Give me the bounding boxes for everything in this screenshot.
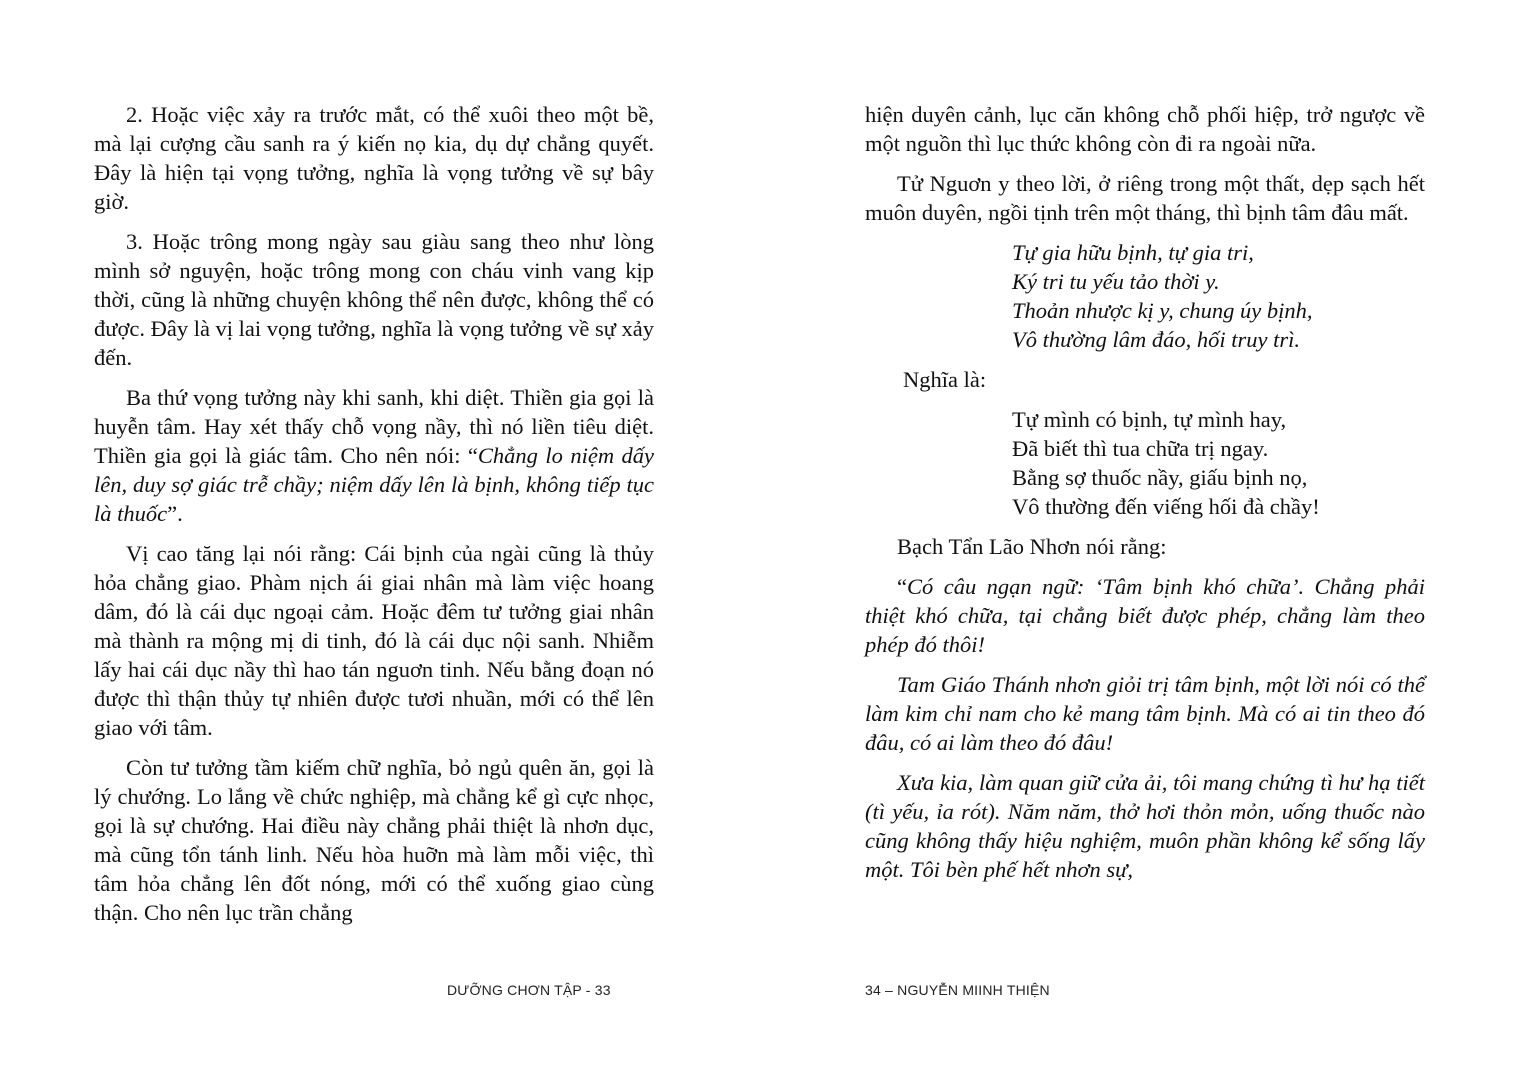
- left-paragraph-3-text: Ba thứ vọng tưởng này khi sanh, khi diệt. Thiền gia gọi là huyễn tâm. Hay xét thấy chỗ vọng nầy, thì nó liền tiêu diệt. Thiền gia gọi là giác tâm. Cho nên nói: “: [94, 385, 654, 468]
- right-paragraph-2: Tử Nguơn y theo lời, ở riêng trong một thất, dẹp sạch hết muôn duyên, ngồi tịnh trên một tháng, thì bịnh tâm đâu mất.: [865, 171, 1425, 225]
- poem-original: [1012, 238, 1425, 354]
- poem-translation-line: Bằng sợ thuốc nầy, giấu bịnh nọ,: [1012, 465, 1308, 490]
- poem-translation-line: Đã biết thì tua chữa trị ngay.: [1012, 436, 1269, 461]
- poem-original-line: Tự gia hữu bịnh, tự gia tri,: [1012, 240, 1254, 265]
- left-paragraph-3-end: ”.: [167, 501, 183, 526]
- right-paragraph-4-open-quote: “: [897, 574, 907, 599]
- left-paragraph-5: Còn tư tưởng tầm kiếm chữ nghĩa, bỏ ngủ quên ăn, gọi là lý chướng. Lo lắng về chức nghiệp, mà chẳng kể gì cực nhọc, gọi là sự chướng. Hai điều này chẳng phải thiệt là nhơn dục, mà cũng tổn tánh linh. Nếu hòa huỡn mà làm mỗi việc, thì tâm hỏa chẳng lên đốt nóng, mới có thể xuống giao cùng thận. Cho nên lục trần chẳng: [94, 755, 654, 925]
- poem-original-line: Thoản nhược kị y, chung úy bịnh,: [1012, 298, 1313, 323]
- right-paragraph-5: Tam Giáo Thánh nhơn giỏi trị tâm bịnh, một lời nói có thể làm kim chỉ nam cho kẻ mang tâm bịnh. Mà có ai tin theo đó đâu, có ai làm theo đó đâu!: [865, 672, 1425, 755]
- right-paragraph-1: hiện duyên cảnh, lục căn không chỗ phối hiệp, trở ngược về một nguồn thì lục thức không còn đi ra ngoài nữa.: [865, 102, 1425, 156]
- left-paragraph-2: 3. Hoặc trông mong ngày sau giàu sang theo như lòng mình sở nguyện, hoặc trông mong con cháu vinh vang kịp thời, cũng là những chuyện không thể nên được, không thể có được. Đây là vị lai vọng tưởng, nghĩa là vọng tưởng về sự xảy đến.: [94, 229, 655, 370]
- poem-original-line: Ký tri tu yếu tảo thời y.: [1012, 269, 1220, 294]
- right-paragraph-4-text: Có câu ngạn ngữ: ‘Tâm bịnh khó chữa’. Chẳng phải thiệt khó chữa, tại chẳng biết được phép, chẳng làm theo phép đó thôi!: [865, 574, 1425, 657]
- left-paragraph-3-quote: Chẳng lo niệm dấy lên, duy sợ giác trễ chầy; niệm dấy lên là bịnh, không tiếp tục là thuốc: [94, 443, 655, 526]
- left-paragraph-3: [94, 383, 654, 528]
- right-paragraph-3: Bạch Tẩn Lão Nhơn nói rằng:: [897, 534, 1167, 559]
- left-paragraph-1: 2. Hoặc việc xảy ra trước mắt, có thể xuôi theo một bề, mà lại cượng cầu sanh ra ý kiến nọ kia, dụ dự chẳng quyết. Đây là hiện tại vọng tưởng, nghĩa là vọng tưởng về sự bây giờ.: [94, 102, 654, 214]
- poem-translation-line: Tự mình có bịnh, tự mình hay,: [1012, 407, 1287, 432]
- right-page: [865, 100, 1425, 1040]
- right-paragraph-6: Xưa kia, làm quan giữ cửa ải, tôi mang chứng tì hư hạ tiết (tì yếu, ỉa rót). Năm năm, thở hơi thỏn mỏn, uống thuốc nào cũng không thấy hiệu nghiệm, muôn phần không kể sống lấy một. Tôi bèn phế hết nhơn sự,: [865, 770, 1425, 882]
- left-page: [94, 100, 654, 1040]
- meaning-label: Nghĩa là:: [903, 367, 987, 392]
- poem-translation-line: Vô thường đến viếng hối đà chầy!: [1012, 494, 1320, 519]
- left-page-footer: DƯỠNG CHƠN TẬP - 33: [447, 982, 611, 998]
- poem-translation: [1012, 405, 1425, 521]
- right-paragraph-4: [865, 572, 1425, 659]
- right-page-footer: 34 – NGUYỄN MIINH THIỆN: [865, 982, 1050, 998]
- poem-original-line: Vô thường lâm đáo, hối truy trì.: [1012, 327, 1301, 352]
- left-paragraph-4: Vị cao tăng lại nói rằng: Cái bịnh của ngài cũng là thủy hỏa chẳng giao. Phàm nịch ái giai nhân mà làm việc hoang dâm, đó là cái dục ngoại cảm. Hoặc đêm tư tưởng giai nhân mà thành ra mộng mị di tinh, đó là cái dục nội sanh. Nhiễm lấy hai cái dục nầy thì hao tán nguơn tinh. Nếu bằng đoạn nó được thì thận thủy tự nhiên được tươi nhuần, mới có thể lên giao với tâm.: [94, 541, 654, 740]
